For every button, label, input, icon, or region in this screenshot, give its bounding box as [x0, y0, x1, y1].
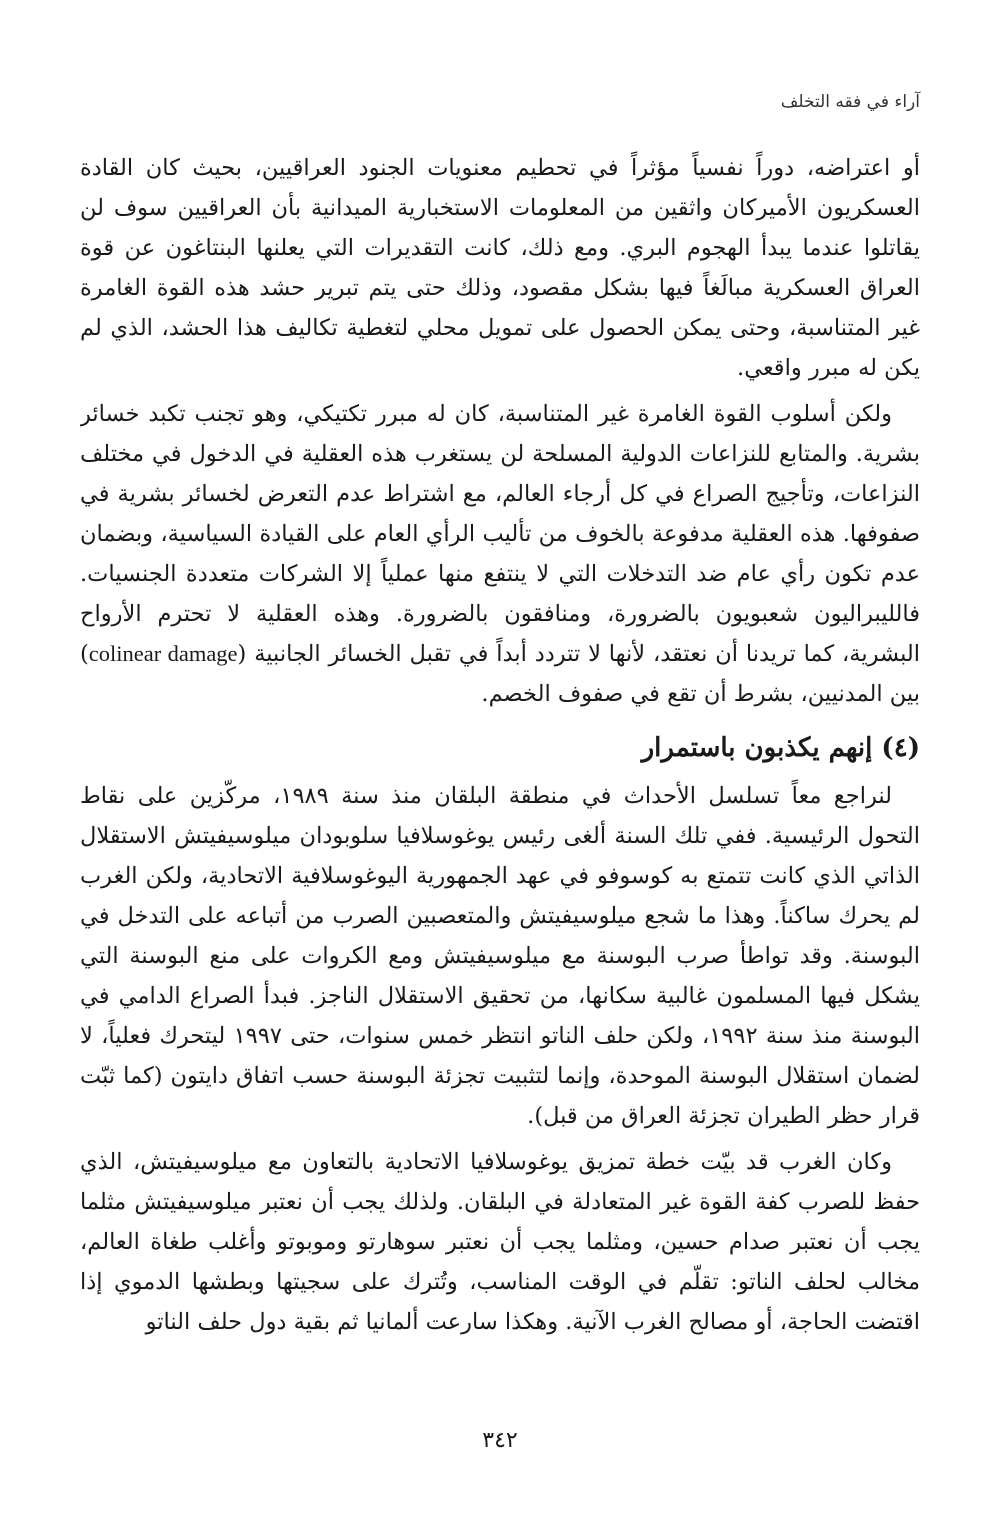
section-paragraph-1: لنراجع معاً تسلسل الأحداث في منطقة البلقان منذ سنة ١٩٨٩، مركّزين على نقاط التحول الرئيسية. ففي تلك السنة ألغى رئيس يوغوسلافيا سلوبودان ميلوسيفيتش الاستقلال الذاتي الذي كانت تتمتع به كوسوفو في عهد الجمهورية اليوغوسلافية الاتحادية، ولكن الغرب لم يحرك ساكناً. وهذا ما شجع ميلوسيفيتش والمتعصبين الصرب من أتباعه على التدخل في البوسنة. وقد تواطأ صرب البوسنة مع ميلوسيفيتش ومع الكروات على منع البوسنة التي يشكل فيها المسلمون غالبية سكانها، من تحقيق الاستقلال الناجز. فبدأ الصراع الدامي في البوسنة منذ سنة ١٩٩٢، ولكن حلف الناتو انتظر خمس سنوات، حتى ١٩٩٧ ليتحرك فعلياً، لا لضمان استقلال البوسنة الموحدة، وإنما لتثبيت تجزئة البوسنة حسب اتفاق دايتون (كما ثبّت قرار حظر الطيران تجزئة العراق من قبل). [80, 783, 920, 1129]
page-number: ٣٤٢ [482, 1428, 518, 1453]
paragraph-2-text-after: ) بين المدنيين، بشرط أن تقع في صفوف الخصم. [80, 641, 920, 707]
section-heading: (٤) إنهم يكذبون باستمرار [641, 733, 920, 763]
latin-term: colinear damage [88, 641, 238, 666]
paragraph-1: أو اعتراضه، دوراً نفسياً مؤثراً في تحطيم معنويات الجنود العراقيين، بحيث كان القادة العسكريون الأميركان واثقين من المعلومات الاستخبارية الميدانية بأن العراقيين سوف لن يقاتلوا عندما يبدأ الهجوم البري. ومع ذلك، كانت التقديرات التي يعلنها البنتاغون عن قوة العراق العسكرية مبالَغاً فيها بشكل مقصود، وذلك حتى يتم تبرير حشد هذه القوة الغامرة غير المتناسبة، وحتى يمكن الحصول على تمويل محلي لتغطية تكاليف هذا الحشد، الذي لم يكن له مبرر واقعي. [80, 155, 920, 381]
paragraph-2 [80, 394, 920, 714]
page-body [80, 148, 920, 1403]
paragraph-2-text-before: ولكن أسلوب القوة الغامرة غير المتناسبة، كان له مبرر تكتيكي، وهو تجنب تكبد خسائر بشرية. والمتابع للنزاعات الدولية المسلحة لن يستغرب هذه العقلية في الدخول في مختلف النزاعات، وتأجيج الصراع في كل أرجاء العالم، مع اشتراط عدم التعرض لخسائر بشرية في صفوفها. هذه العقلية مدفوعة بالخوف من تأليب الرأي العام على القيادة السياسية، وبضمان عدم تكون رأي عام ضد التدخلات التي لا ينتفع منها عملياً إلا الشركات متعددة الجنسيات. فالليبراليون شعبويون بالضرورة، ومنافقون بالضرورة. وهذه العقلية لا تحترم الأرواح البشرية، كما تريدنا أن نعتقد، لأنها لا تتردد أبداً في تقبل الخسائر الجانبية ( [80, 401, 920, 667]
section-paragraph-2: وكان الغرب قد بيّت خطة تمزيق يوغوسلافيا الاتحادية بالتعاون مع ميلوسيفيتش، الذي حفظ للصرب كفة القوة غير المتعادلة في البلقان. ولذلك يجب أن نعتبر ميلوسيفيتش مثلما يجب أن نعتبر صدام حسين، ومثلما يجب أن نعتبر سوهارتو وموبوتو وأغلب طغاة العالم، مخالب لحلف الناتو: تقلّم في الوقت المناسب، وتُترك على سجيتها وبطشها الدموي إذا اقتضت الحاجة، أو مصالح الغرب الآنية. وهكذا سارعت ألمانيا ثم بقية دول حلف الناتو [80, 1149, 920, 1335]
running-header: آراء في فقه التخلف [780, 92, 920, 112]
